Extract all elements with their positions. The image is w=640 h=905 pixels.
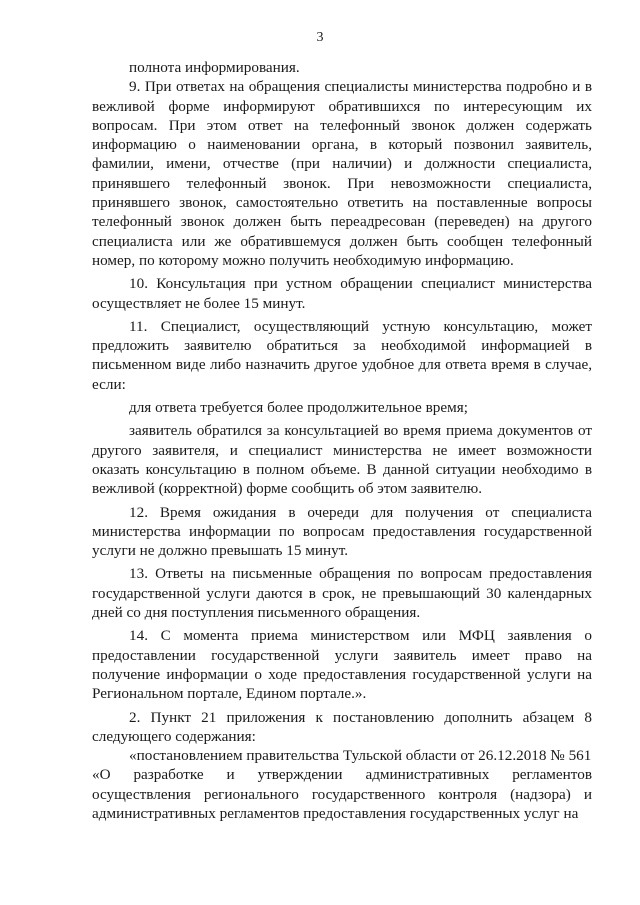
- document-body: [92, 58, 592, 823]
- paragraph-11: «постановлением правительства Тульской области от 26.12.2018 № 561: [129, 747, 592, 765]
- paragraph-2: 9. При ответах на обращения специалисты министерства подробно и в вежливой форме информируют обратившихся по интересующим их вопросам. При этом ответ на телефонный звонок должен содержать информацию о наименовании органа, в который позвонил заявитель, фамилии, имени, отчестве (при наличии) и должности специалиста, принявшего телефонный звонок. При невозможности специалиста, принявшего звонок, самостоятельно ответить на поставленные вопросы телефонный звонок должен быть переадресован (переведен) на другого специалиста или же обратившемуся должен быть сообщен телефонный номер, по которому можно получить необходимую информацию.: [92, 78, 592, 269]
- paragraph-7: 12. Время ожидания в очереди для получения от специалиста министерства информации по вопросам предоставления государственной услуги не должно превышать 15 минут.: [92, 503, 592, 560]
- page-number: 3: [316, 30, 324, 45]
- paragraph-5: для ответа требуется более продолжительное время;: [129, 399, 468, 417]
- paragraph-9: 14. С момента приема министерством или МФЦ заявления о предоставлении государственной услуги заявитель имеет право на получение информации о ходе предоставления государственной услуги на Региональном портале, Едином портале.».: [92, 627, 592, 703]
- paragraph-3: 10. Консультация при устном обращении специалист министерства осуществляет не более 15 минут.: [92, 275, 592, 312]
- paragraph-6: заявитель обратился за консультацией во время приема документов от другого заявителя, и специалист министерства не имеет возможности оказать консультацию в полном объеме. В данной ситуации необходимо в вежливой (корректной) форме сообщить об этом заявителю.: [92, 422, 592, 498]
- paragraph-12: «О разработке и утверждении административных регламентов осуществления регионального государственного контроля (надзора) и административных регламентов предоставления государственных услуг на: [92, 766, 592, 822]
- paragraph-10: 2. Пункт 21 приложения к постановлению дополнить абзацем 8 следующего содержания:: [92, 708, 592, 745]
- paragraph-1: полнота информирования.: [129, 59, 300, 76]
- paragraph-4: 11. Специалист, осуществляющий устную консультацию, может предложить заявителю обратиться за необходимой информацией в письменном виде либо назначить другое удобное для ответа время в случае, если:: [92, 317, 592, 393]
- paragraph-8: 13. Ответы на письменные обращения по вопросам предоставления государственной услуги даются в срок, не превышающий 30 календарных дней со дня поступления письменного обращения.: [92, 565, 592, 622]
